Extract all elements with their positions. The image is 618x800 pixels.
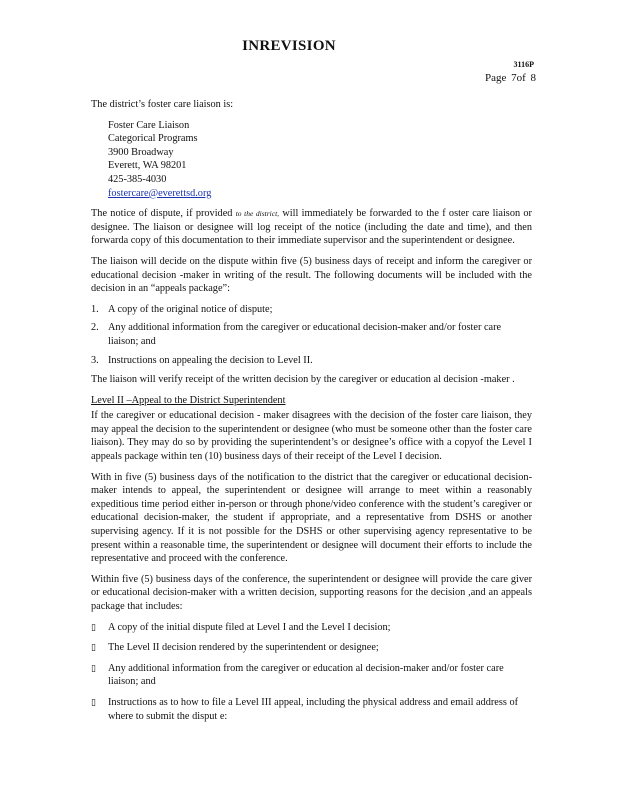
- list-item: [91, 303, 532, 317]
- page-number: Page 7of 8: [484, 72, 536, 84]
- notice-text-start: The notice of dispute, if provided: [91, 208, 236, 220]
- notice-text-end: will immediately be forwarded to the f oster care liaison or designee. The liaison or designee will log receipt of the notice (including the date and time), and then forwarda copy of this documentation to their immediate supervisor and the superintendent or designee.: [91, 208, 532, 247]
- appeals-package-list: [91, 621, 532, 724]
- level2-paragraph-3: Within five (5) business days of the conference, the superintendent or designee will provide the care giver or educational decision-maker with a written decision, supporting reasons for the decision ,and an appeals package that includes:: [91, 573, 532, 612]
- box-bullet-icon: ▯: [91, 643, 96, 654]
- liaison-intro: The district’s foster care liaison is:: [91, 99, 234, 110]
- notice-paragraph: [91, 207, 532, 248]
- notice-italic: to the district,: [235, 209, 280, 219]
- list-item-text: A copy of the original notice of dispute;: [108, 303, 273, 315]
- list-item-text: A copy of the initial dispute filed at Level I and the Level I decision;: [108, 621, 391, 633]
- section-heading: Level II –Appeal to the District Superintendent: [91, 394, 286, 406]
- list-item: [91, 662, 532, 689]
- list-item-text: Any additional information from the caregiver or education al decision-maker and/or foster care liaison; and: [108, 662, 504, 688]
- document-body: [91, 98, 532, 730]
- page-title: INREVISION: [242, 38, 336, 54]
- liaison-address: [108, 119, 532, 201]
- list-item-text: The Level II decision rendered by the superintendent or designee;: [108, 642, 379, 654]
- numbered-list: [91, 303, 532, 367]
- address-line: Categorical Programs: [108, 133, 198, 145]
- box-bullet-icon: ▯: [91, 622, 96, 633]
- list-item-text: Instructions on appealing the decision to Level II.: [108, 354, 313, 366]
- list-item: [91, 321, 532, 348]
- level2-paragraph-2: With in five (5) business days of the notification to the district that the caregiver or educational decision-maker intends to appeal, the superintendent or designee will arrange to meet within a reasonably expeditious time period either in-person or through phone/video conference with the student’s caregiver or educational decision-maker, the student if appropriate, and a representative from DSHS or another supervising agency. If it is not possible for the DSHS or other supervising agency representative to be present within a reasonable time, the superintendent or designee will document their efforts to include the representative and proceed with the conference.: [91, 471, 532, 565]
- phone-number: 425-385-4030: [108, 173, 167, 185]
- list-number: 2.: [91, 322, 99, 334]
- email-link[interactable]: fostercare@everettsd.org: [108, 187, 212, 199]
- address-line: 3900 Broadway: [108, 146, 174, 158]
- list-number: 1.: [91, 303, 99, 315]
- address-line: Foster Care Liaison: [108, 119, 190, 131]
- list-item-text: Instructions as to how to file a Level III appeal, including the physical address and email address of where to submit the disput e:: [108, 696, 519, 722]
- list-number: 3.: [91, 354, 99, 366]
- verify-paragraph: The liaison will verify receipt of the written decision by the caregiver or education al decision -maker .: [91, 374, 515, 386]
- address-line: Everett, WA 98201: [108, 160, 187, 172]
- policy-code: 3116P: [513, 60, 534, 69]
- list-item: [91, 354, 532, 368]
- list-item: [91, 641, 532, 655]
- level2-paragraph-1: If the caregiver or educational decision - maker disagrees with the decision of the foster care liaison, they may appeal the decision to the superintendent or designee (who must be someone other than the foster care liaison). They may do so by providing the superintendent’s or designee’s office with a copyof the Level I appeals package within ten (10) business days of their receipt of the Level I decision.: [91, 410, 532, 463]
- list-item: [91, 621, 532, 635]
- box-bullet-icon: ▯: [91, 663, 96, 674]
- list-item-text: Any additional information from the caregiver or educational decision-maker and/or foster care liaison; and: [108, 322, 502, 347]
- decide-paragraph: The liaison will decide on the dispute within five (5) business days of receipt and inform the caregiver or educational decision -maker in writing of the result. The following documents will be included with the decision in an “appeals package”:: [91, 255, 532, 295]
- list-item: [91, 696, 532, 723]
- box-bullet-icon: ▯: [91, 697, 96, 708]
